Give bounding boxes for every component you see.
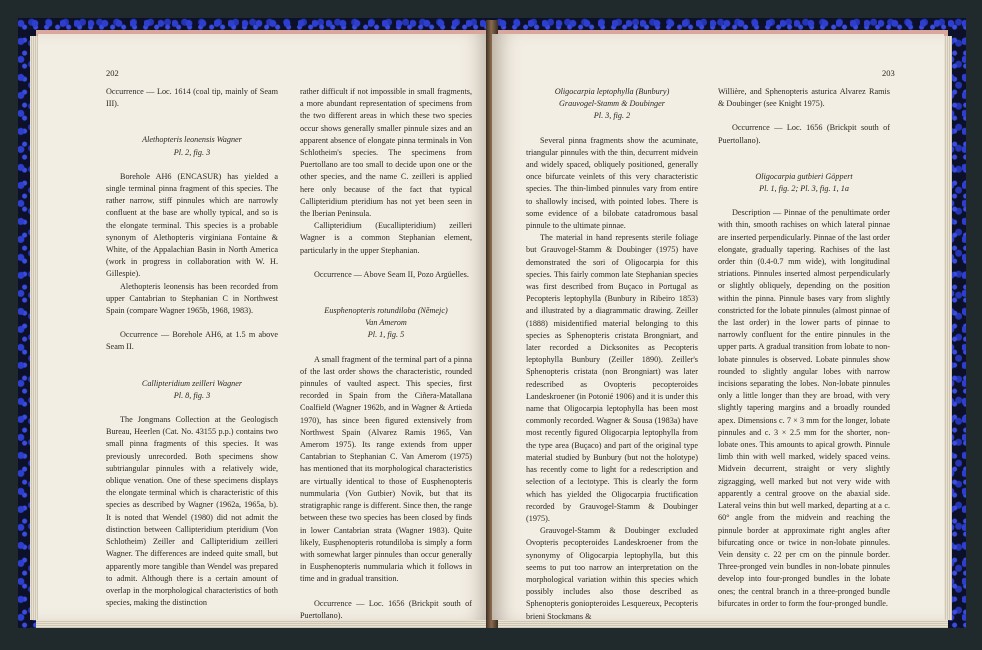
section-heading: Pl. 2, fig. 3 xyxy=(173,147,211,157)
paragraph: Occurrence — Above Seam II, Pozo Argüelles. xyxy=(314,269,469,279)
spacer xyxy=(526,123,698,135)
left-page-column-1 xyxy=(106,86,278,609)
section-heading: Oligocarpia leptophylla (Bunbury) xyxy=(554,87,670,96)
paragraph: Several pinna fragments show the acuminate, triangular pinnules with the thin, decurrent midvein and widely spaced, obliquely positioned, generally once bifurcate veinlets of this very characteristic species. The thin-limbed pinnules vary from entire to shallowly incised, with pointed lobes. There is some evidence of a bilobate catadromous basal pinnule to the ultimate pinnae. xyxy=(526,135,698,231)
paragraph: The material in hand represents sterile foliage but Grauvogel-Stamm & Doubinger (1975) have demonstrated the sori of Oligocarpia for this species. This fairly common late Stephanian species was first described from Buçaco in Portugal as Pecopteris leptophylla (Bunbury in Ribeiro 1853) and illustrated by a diagrammatic drawing. Zeiller (1888) misidentified material belonging to this species as Sphenopteris cristata Brongniart, and later recorded a Dicksonites as Pecopteris leptophylla Bunbury (Zeiller 1890). Zeiller's Sphenopteris cristata (non Brongniart) was later redescribed as Ovopteris pecopteroides Landeskroener (in Potonié 1906) and it is under this name that Oligocarpia leptophylla has been most commonly recorded. Wagner & Sousa (1983a) have most recently figured Oligocarpia leptophylla from the type area (Buçaco) and part of the original type material studied by Bunbury (but not the holotype) has recently come to light for a redescription and selection of a lectotype. This is clearly the form which has yielded the Oligocarpia fructification recorded by Grauvogel-Stamm & Doubinger (1975). xyxy=(526,233,698,523)
left-page xyxy=(38,34,490,620)
section-heading: Callipteridium zeilleri Wagner xyxy=(141,378,243,388)
section-heading: Pl. 1, fig. 5 xyxy=(367,330,405,340)
paragraph: Grauvogel-Stamm & Doubinger excluded Ovopteris pecopteroides Landeskroener from the synonymy of Oligocarpia leptophylla, but this seems to put too narrow an interpretation on the morphological variation within this species which possibly includes also those described as Sphenopteris goniopteroides Lesquereux, Pecopteris brieni Stockmans & xyxy=(526,526,698,620)
paragraph: Occurrence — Loc. 1656 (Brickpit south of Puertollano). xyxy=(300,598,472,620)
section-heading: Grauvogel-Stamm & Doubinger xyxy=(559,99,665,109)
right-page-column-2 xyxy=(718,86,890,610)
page-edge-side-left xyxy=(30,36,38,620)
paragraph: Borehole AH6 (ENCASUR) has yielded a single terminal pinna fragment of this species. The rather narrow, stiff pinnules which are narrowly confluent at the base are wholly typical, and so is the elongate terminal. This species is a probable synonym of Alethopteris virginiana Fontaine & White, of the Appalachian Basin in North America (work in progress in collaboration with W. H. Gillespie). xyxy=(106,171,278,279)
paragraph: Callipteridium (Eucallipteridium) zeilleri Wagner is a common Stephanian element, particularly in the upper Stephanian. xyxy=(300,221,472,255)
spacer xyxy=(718,147,890,159)
section-heading: Alethopteris leonensis Wagner xyxy=(142,135,242,145)
spacer xyxy=(300,586,472,598)
spacer xyxy=(106,366,278,378)
paragraph: Alethopteris leonensis has been recorded from upper Cantabrian to Stephanian C in Northwest Spain (compare Wagner 1965b, 1968, 1983). xyxy=(106,281,278,316)
page-edge-side-right xyxy=(944,36,952,620)
page-number-left: 202 xyxy=(106,68,119,78)
spacer xyxy=(300,257,472,269)
page-number-right: 203 xyxy=(882,68,895,78)
section-heading: Oligocarpia gutbieri Göppert xyxy=(755,171,853,181)
spacer xyxy=(300,281,472,293)
spacer xyxy=(300,342,472,354)
paragraph: Occurrence — Borehole AH6, at 1.5 m above Seam II. xyxy=(106,330,278,352)
spacer xyxy=(106,122,278,134)
paragraph: rather difficult if not impossible in small fragments, a more abundant representation of specimens from the two different areas in which these two species occur shows generally smaller pinnule sizes and an apparent absence of elongate pinna terminals in Von Schlotheim's species. The specimens from Puertollano are too small to decide upon one or the other species, and the name C. zeilleri is applied here only because of the fact that typical Callipteridium pteridium has not yet been seen in the Iberian Peninsula. xyxy=(300,87,472,219)
spacer xyxy=(106,110,278,122)
paragraph: Description — Pinnae of the penultimate order with thin, smooth rachises on which lateral pinnae are inserted perpendicularly. Pinnae of the last order elongate, gradually tapering. Rachises of the last order thin (0.4-0.7 mm wide), with longitudinal striations. Pinnules inserted almost perpendicularly or slightly obliquely, depending on the position within the pinna. Pinnule bases vary from slightly constricted for the lobate pinnules (almost pinnae of the last order) in the lower parts of pinnae to narrowly confluent for the entire pinnules in the upper parts. A gradual transition from lobate to non-lobate pinnules is observed. Lobate pinnules show rounded to slightly angular lobes with narrow incisions separating the lobes. Non-lobate pinnules only a little longer than they are broad, with very slightly tapering margins and a broadly rounded apex. Dimensions c. 7 × 3 mm for the longer, lobate pinnules and c. 3 × 2.5 mm for the shorter, non-lobate ones. This amounts to apical growth. Pinnule limb thin with well marked, widely spaced veins. Midvein decurrent, straight or very slightly zigzagging, well marked but not very wide with apparently a central groove on the abaxial side. Lateral veins thin but well marked, departing at a c. 60° angle from the midvein and reaching the pinnule border at approximate right angles after bifurcating once or twice in non-lobate pinnules. Vein density c. 22 per cm on the pinnule border. Three-pronged vein bundles in non-lobate pinnules develop into four-pronged bundles in the lobate ones; the central branch in a three-pronged bundle bifurcates in order to form the four-pronged bundle. xyxy=(718,208,890,608)
paragraph: The Jongmans Collection at the Geologisch Bureau, Heerlen (Cat. No. 43155 p.p.) contains two small pinna fragments of this species. It was previously unrecorded. Both specimens show subtriangular pinnules with a relatively wide, oblique venation. One of these specimens displays the elongate terminal which is characteristic of this species as described by Wagner (1962a, 1965a, b). It is noted that Wendel (1980) did not admit the distinction between Callipteridium pteridium (Von Schlotheim) Zeiller and Callipteridium zeilleri Wagner. The differences are indeed quite small, but apparently more tangible than Wendel was prepared to admit. Although there is a certain amount of overlap in the morphological characteristics of both species, making the distinction xyxy=(106,415,278,608)
section-heading: Van Amerom xyxy=(365,318,407,328)
paragraph: Occurrence — Loc. 1656 (Brickpit south of Puertollano). xyxy=(718,123,890,145)
spacer xyxy=(106,159,278,171)
paragraph: Occurrence — Loc. 1614 (coal tip, mainly of Seam III). xyxy=(106,87,278,109)
spacer xyxy=(300,293,472,305)
spacer xyxy=(718,110,890,122)
left-page-column-2 xyxy=(300,86,472,620)
section-heading: Pl. 3, fig. 2 xyxy=(593,111,631,121)
section-heading: Pl. 8, fig. 3 xyxy=(173,390,211,400)
paragraph: Willière, and Sphenopteris asturica Alvarez Ramis & Doubinger (see Knight 1975). xyxy=(718,87,890,109)
section-heading: Pl. 1, fig. 2; Pl. 3, fig. 1, 1a xyxy=(759,184,849,194)
right-page xyxy=(492,34,944,620)
paragraph: A small fragment of the terminal part of a pinna of the last order shows the characteristic, rounded pinnules of vaulted aspect. This species, first recorded in Spain from the Ciñera-Matallana Coalfield (Wagner 1962b, and in Wagner & Artieda 1970), has since been figured extensively from Northwest Spain (Alvarez Ramis 1965, Van Amerom 1975). Its range extends from upper Cantabrian to Stephanian C. Van Amerom (1975) has mentioned that its morphological characteristics are virtually identical to those of Eusphenopteris nummularia (Von Gutbier) Novik, but that its stratigraphic range is different. Since then, the range between these two species has been closed by finds in lower Cantabrian strata (Wagner 1983). Quite likely, Eusphenopteris rotundiloba is simply a form with somewhat larger pinnules than occur generally in Eusphenopteris nummularia which it follows in time and in gradual transition. xyxy=(300,354,472,584)
spacer xyxy=(718,195,890,207)
spacer xyxy=(106,317,278,329)
spacer xyxy=(106,402,278,414)
right-page-column-1 xyxy=(526,86,698,620)
section-heading: Eusphenopteris rotundiloba (Němejc) xyxy=(324,306,448,316)
spacer xyxy=(106,354,278,366)
spacer xyxy=(718,159,890,171)
